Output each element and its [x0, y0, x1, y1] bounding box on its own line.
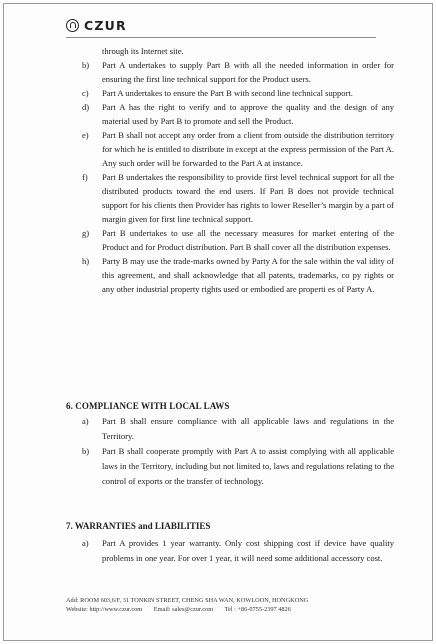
list-item-text: Part B shall cooperate promptly with Part A to assist complying with all applicable laws in the Territory, including but not limited to, laws and regulations relating to the control of exports or the transfer of technology. — [102, 446, 394, 486]
section-7-body — [82, 536, 394, 566]
footer-contact-row — [66, 605, 308, 614]
czur-logo-icon — [66, 19, 79, 32]
footer-tel: Tel : +86-0755-2397 4826 — [224, 606, 291, 613]
brand-name: CZUR — [84, 18, 127, 33]
list-marker: a) — [82, 538, 89, 548]
section-6-body — [82, 414, 394, 489]
section-5-continuation — [82, 44, 394, 296]
list-item — [82, 536, 394, 566]
list-item — [82, 58, 394, 86]
footer-address: Add: ROOM 603,6/F, 31 TONKIN STREET, CHENG SHA WAN, KOWLOON, HONGKONG — [66, 597, 309, 604]
list-marker: d) — [82, 102, 90, 112]
list-item-text: Party B may use the trade-marks owned by Party A for the sale within the val idity of this agreement, and shall acknowledge that all patents, trademarks, co py rights or any other industrial property rights used or embodied are properti es of Party A. — [102, 256, 394, 294]
list-marker: c) — [82, 88, 89, 98]
list-item — [82, 128, 394, 170]
list-item-text: Part A provides 1 year warranty. Only cost shipping cost if device have quality problems in one year. For over 1 year, it will need some additional accessory cost. — [102, 538, 394, 563]
list-item — [82, 170, 394, 226]
list-item-text: Part A has the right to verify and to approve the quality and the design of any material used by Part B to promote and sell the Product. — [102, 102, 394, 126]
list-item — [82, 444, 394, 489]
list-marker: h) — [82, 256, 90, 266]
list-item-text: Part B shall not accept any order from a client from outside the distribution territory for which he is entitled to distribute in except at the express permission of the Part A. Any such order will be forwarded to the Part A at instance. — [102, 130, 394, 168]
section-7-heading: 7. WARRANTIES and LIABILITIES — [66, 521, 211, 531]
list-item — [82, 86, 394, 100]
list-marker: a) — [82, 416, 89, 426]
list-marker: b) — [82, 446, 90, 456]
list-item — [82, 414, 394, 444]
list-marker: f) — [82, 172, 88, 182]
list-item-text: Part A undertakes to supply Part B with all the needed information in order for ensuring the first line technical support for the Product users. — [102, 60, 394, 84]
brand-logo — [66, 18, 127, 33]
continued-line: through its Internet site. — [102, 46, 184, 56]
list-item-text: Part B undertakes to use all the necessary measures for market entering of the Product and for Product distribution. Part B shall cover all the distribution expenses. — [102, 228, 394, 252]
list-item-text: Part A undertakes to ensure the Part B with second line technical support. — [102, 88, 353, 98]
list-marker: e) — [82, 130, 89, 140]
list-item — [82, 226, 394, 254]
section-6-heading: 6. COMPLIANCE WITH LOCAL LAWS — [66, 401, 230, 411]
header-divider — [66, 37, 376, 38]
list-item — [82, 100, 394, 128]
list-marker: b) — [82, 60, 90, 70]
footer-website[interactable]: Website: http://www.czur.com — [66, 606, 143, 613]
list-item — [82, 254, 394, 296]
page-footer — [66, 596, 308, 614]
list-marker: g) — [82, 228, 90, 238]
list-item-text: Part B undertakes the responsibility to provide first level technical support for all the distributed products toward the end users. If Part B does not provide technical support for his clients then Provider has rights to lower Reseller’s margin by a part of margin given for first line technical support. — [102, 172, 394, 224]
footer-email[interactable]: Email: sales@czur.com — [153, 606, 214, 613]
list-item-text: Part B shall ensure compliance with all applicable laws and regulations in the Territory. — [102, 416, 394, 441]
